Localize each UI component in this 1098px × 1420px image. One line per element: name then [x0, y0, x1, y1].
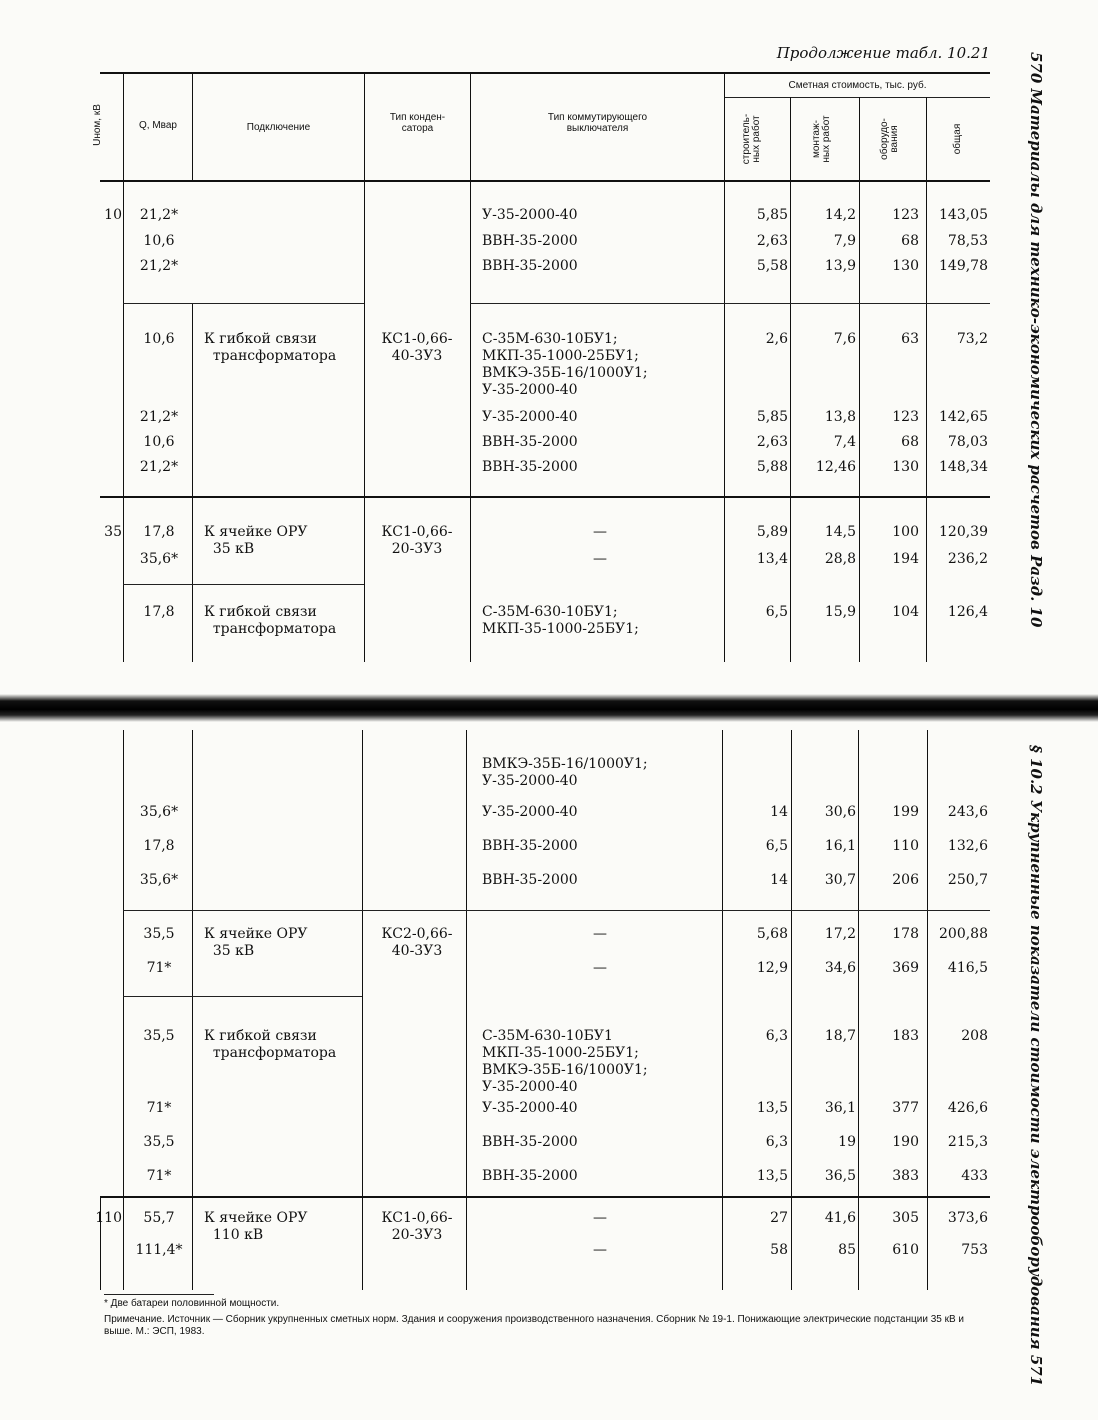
cell-q: 17,8: [143, 524, 175, 540]
cell-cost-construction: 12,9: [756, 960, 788, 976]
cell-unom: 10: [104, 207, 122, 223]
cell-cost-equipment: 68: [901, 233, 919, 249]
header-cost-total: общая: [952, 123, 963, 155]
cell-cost-equipment: 305: [892, 1210, 919, 1226]
cell-switch-type: У-35-2000-40: [482, 207, 578, 223]
cell-cost-installation: 14,2: [824, 207, 856, 223]
running-head-left-page: 570 Материалы для технико-экономических расчетов Разд. 10: [1027, 52, 1045, 628]
header-switch-type: Тип коммутирующего выключателя: [547, 112, 648, 134]
cell-cost-installation: 28,8: [824, 551, 856, 567]
cell-q: 21,2*: [139, 258, 179, 274]
cell-q: 17,8: [143, 838, 175, 854]
cell-q: 71*: [146, 1168, 172, 1184]
cell-cost-total: 416,5: [947, 960, 988, 976]
header-cost-equipment: оборудо- вания: [879, 118, 900, 160]
cell-switch-type: —: [593, 1210, 607, 1226]
cell-q: 10,6: [143, 434, 175, 450]
cell-connection: К гибкой связи трансформатора: [204, 604, 337, 637]
cell-switch-type: ВВН-35-2000: [482, 1168, 578, 1184]
cell-connection: К ячейке ОРУ 35 кВ: [204, 926, 308, 959]
cell-cost-equipment: 130: [892, 258, 919, 274]
cell-cost-equipment: 104: [892, 604, 919, 620]
cell-switch-type: ВВН-35-2000: [482, 258, 578, 274]
cell-cost-installation: 85: [838, 1242, 856, 1258]
cell-capacitor-type: КС1-0,66- 20-3У3: [381, 524, 453, 557]
cell-switch-type: ВВН-35-2000: [482, 434, 578, 450]
cell-q: 55,7: [143, 1210, 175, 1226]
header-connection: Подключение: [246, 122, 311, 133]
cell-cost-installation: 16,1: [824, 838, 856, 854]
cell-cost-equipment: 178: [892, 926, 919, 942]
header-unom: Uном, кВ: [92, 104, 103, 146]
cell-cost-total: 753: [961, 1242, 988, 1258]
cell-q: 10,6: [143, 331, 175, 347]
cell-switch-type: ВВН-35-2000: [482, 233, 578, 249]
cell-connection: К ячейке ОРУ 110 кВ: [204, 1210, 308, 1243]
cell-q: 10,6: [143, 233, 175, 249]
cell-cost-total: 132,6: [947, 838, 988, 854]
cell-cost-total: 126,4: [947, 604, 988, 620]
cell-cost-total: 120,39: [939, 524, 988, 540]
header-q: Q, Мвар: [139, 120, 177, 131]
cell-cost-construction: 5,58: [756, 258, 788, 274]
cell-cost-equipment: 183: [892, 1028, 919, 1044]
cell-cost-construction: 5,88: [756, 459, 788, 475]
header-capacitor-type: Тип конден- сатора: [389, 112, 446, 134]
cell-cost-installation: 18,7: [824, 1028, 856, 1044]
cell-cost-equipment: 110: [892, 838, 919, 854]
cell-switch-type: —: [593, 1242, 607, 1258]
cell-capacitor-type: КС1-0,66- 40-3У3: [381, 331, 453, 364]
cell-switch-type: ВВН-35-2000: [482, 838, 578, 854]
cell-q: 35,5: [143, 1134, 175, 1150]
cell-switch-type: С-35М-630-10БУ1 МКП-35-1000-25БУ1; ВМКЭ-35Б-16/1000У1; У-35-2000-40: [482, 1028, 648, 1095]
cell-cost-equipment: 610: [892, 1242, 919, 1258]
cell-switch-type: С-35М-630-10БУ1; МКП-35-1000-25БУ1;: [482, 604, 639, 637]
cell-switch-type: —: [593, 926, 607, 942]
cell-cost-installation: 7,9: [833, 233, 856, 249]
cell-cost-total: 215,3: [947, 1134, 988, 1150]
running-head-right-page: § 10.2 Укрупненные показатели стоимости электрооборудования 571: [1027, 745, 1045, 1387]
cell-cost-installation: 19: [838, 1134, 856, 1150]
header-cost-group: Сметная стоимость, тыс. руб.: [788, 80, 927, 91]
cell-cost-installation: 15,9: [824, 604, 856, 620]
cell-switch-type: У-35-2000-40: [482, 1100, 578, 1116]
cell-cost-construction: 5,85: [756, 207, 788, 223]
cell-q: 35,6*: [139, 551, 179, 567]
cell-cost-equipment: 369: [892, 960, 919, 976]
cell-switch-type: ВМКЭ-35Б-16/1000У1; У-35-2000-40: [482, 756, 648, 789]
cell-cost-installation: 30,6: [824, 804, 856, 820]
cell-cost-installation: 7,6: [833, 331, 856, 347]
cell-cost-construction: 58: [770, 1242, 788, 1258]
cell-cost-construction: 13,4: [756, 551, 788, 567]
cell-cost-installation: 36,5: [824, 1168, 856, 1184]
cell-cost-construction: 2,6: [765, 331, 788, 347]
cell-cost-construction: 14: [770, 872, 788, 888]
scan-divider-band: [0, 694, 1098, 722]
cell-cost-total: 148,34: [939, 459, 988, 475]
cell-cost-total: 200,88: [939, 926, 988, 942]
cell-cost-equipment: 194: [892, 551, 919, 567]
cell-cost-total: 250,7: [947, 872, 988, 888]
cell-cost-construction: 5,68: [756, 926, 788, 942]
cell-cost-installation: 12,46: [815, 459, 856, 475]
cell-cost-construction: 27: [770, 1210, 788, 1226]
cell-q: 35,5: [143, 926, 175, 942]
cell-q: 21,2*: [139, 409, 179, 425]
cell-cost-installation: 13,9: [824, 258, 856, 274]
cell-cost-equipment: 377: [892, 1100, 919, 1116]
cell-switch-type: С-35М-630-10БУ1; МКП-35-1000-25БУ1; ВМКЭ-35Б-16/1000У1; У-35-2000-40: [482, 331, 648, 398]
cell-cost-equipment: 100: [892, 524, 919, 540]
cell-cost-installation: 41,6: [824, 1210, 856, 1226]
cell-cost-total: 433: [961, 1168, 988, 1184]
cell-cost-total: 208: [961, 1028, 988, 1044]
cell-cost-equipment: 383: [892, 1168, 919, 1184]
cell-cost-total: 149,78: [939, 258, 988, 274]
cell-cost-construction: 5,85: [756, 409, 788, 425]
cell-cost-equipment: 206: [892, 872, 919, 888]
cell-q: 21,2*: [139, 459, 179, 475]
cell-cost-total: 236,2: [947, 551, 988, 567]
footnote-rule: [104, 1294, 214, 1295]
cell-cost-construction: 6,5: [765, 604, 788, 620]
cell-connection: К гибкой связи трансформатора: [204, 331, 337, 364]
cell-cost-construction: 2,63: [756, 434, 788, 450]
cell-switch-type: ВВН-35-2000: [482, 872, 578, 888]
cell-q: 71*: [146, 960, 172, 976]
cell-unom: 110: [95, 1210, 122, 1226]
cell-cost-total: 142,65: [939, 409, 988, 425]
cell-switch-type: ВВН-35-2000: [482, 459, 578, 475]
header-cost-installation: монтаж- ных работ: [811, 115, 832, 163]
header-cost-construction: строитель- ных работ: [741, 113, 762, 165]
cell-cost-total: 426,6: [947, 1100, 988, 1116]
cell-cost-installation: 7,4: [833, 434, 856, 450]
cell-q: 111,4*: [135, 1242, 183, 1258]
cell-capacitor-type: КС1-0,66- 20-3У3: [381, 1210, 453, 1243]
cell-cost-equipment: 123: [892, 207, 919, 223]
cell-cost-construction: 6,3: [765, 1028, 788, 1044]
cell-cost-total: 73,2: [956, 331, 988, 347]
cell-q: 17,8: [143, 604, 175, 620]
cell-cost-installation: 14,5: [824, 524, 856, 540]
cell-switch-type: ВВН-35-2000: [482, 1134, 578, 1150]
cell-q: 35,5: [143, 1028, 175, 1044]
cell-q: 35,6*: [139, 872, 179, 888]
cell-q: 71*: [146, 1100, 172, 1116]
cell-cost-installation: 30,7: [824, 872, 856, 888]
cell-cost-construction: 13,5: [756, 1100, 788, 1116]
cell-capacitor-type: КС2-0,66- 40-3У3: [381, 926, 453, 959]
cell-cost-total: 243,6: [947, 804, 988, 820]
cell-cost-total: 373,6: [947, 1210, 988, 1226]
cell-connection: К гибкой связи трансформатора: [204, 1028, 337, 1061]
cell-cost-equipment: 199: [892, 804, 919, 820]
cell-cost-construction: 13,5: [756, 1168, 788, 1184]
cell-cost-installation: 13,8: [824, 409, 856, 425]
cell-switch-type: —: [593, 524, 607, 540]
cell-switch-type: —: [593, 551, 607, 567]
cell-switch-type: —: [593, 960, 607, 976]
cell-cost-installation: 17,2: [824, 926, 856, 942]
footnote-asterisk: * Две батареи половинной мощности.: [104, 1298, 280, 1309]
cell-cost-equipment: 130: [892, 459, 919, 475]
cell-cost-construction: 6,3: [765, 1134, 788, 1150]
cell-cost-construction: 6,5: [765, 838, 788, 854]
cell-connection: К ячейке ОРУ 35 кВ: [204, 524, 308, 557]
cell-cost-equipment: 63: [901, 331, 919, 347]
source-note: Примечание. Источник — Сборник укрупненных сметных норм. Здания и сооружения производственного назначения. Сборник № 19-1. Понижающие электрические подстанции 35 кВ и выше. М.: ЭСП, 1983.: [104, 1314, 964, 1337]
table-continuation-title: Продолжение табл. 10.21: [776, 44, 990, 62]
cell-q: 21,2*: [139, 207, 179, 223]
cell-unom: 35: [104, 524, 122, 540]
cell-cost-installation: 36,1: [824, 1100, 856, 1116]
cell-cost-total: 78,03: [947, 434, 988, 450]
cell-cost-construction: 2,63: [756, 233, 788, 249]
cell-cost-construction: 5,89: [756, 524, 788, 540]
cell-switch-type: У-35-2000-40: [482, 409, 578, 425]
cell-cost-total: 78,53: [947, 233, 988, 249]
cell-q: 35,6*: [139, 804, 179, 820]
cell-cost-equipment: 123: [892, 409, 919, 425]
cell-cost-construction: 14: [770, 804, 788, 820]
cell-switch-type: У-35-2000-40: [482, 804, 578, 820]
cell-cost-equipment: 190: [892, 1134, 919, 1150]
cell-cost-equipment: 68: [901, 434, 919, 450]
cell-cost-total: 143,05: [939, 207, 988, 223]
cell-cost-installation: 34,6: [824, 960, 856, 976]
